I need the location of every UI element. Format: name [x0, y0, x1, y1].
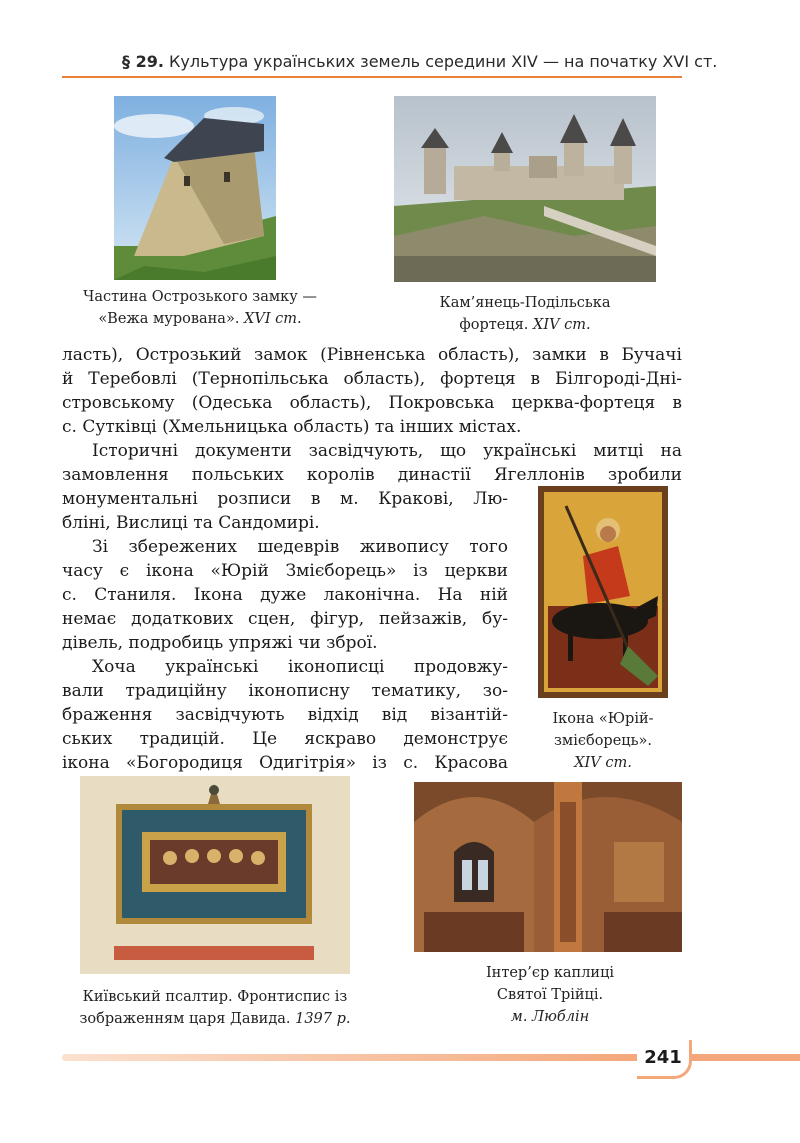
- footer-divider: [62, 1054, 642, 1061]
- paragraph-line: бліні, Вислиці та Сандомирі.: [62, 513, 320, 533]
- psalter-caption-text: зображенням царя Давида.: [79, 1011, 296, 1027]
- chapel-caption-line3: [440, 1006, 660, 1028]
- paragraph-line: стровському (Одеська область), Покровська церква-фортеця в: [62, 393, 682, 413]
- ostroh-castle-photo: [114, 96, 276, 280]
- psalter-caption-date: 1397 р.: [295, 1011, 351, 1027]
- paragraph-line: с. Станиля. Ікона дуже лаконічна. На ній: [62, 585, 508, 605]
- paragraph-line: дівель, подробиць упряжі чи зброї.: [62, 633, 378, 653]
- kamianets-caption-date: XIV ст.: [533, 317, 591, 333]
- footer-divider-right: [686, 1054, 800, 1061]
- icon-yuri-caption-line3: [528, 752, 678, 774]
- paragraph-line: с. Сутківці (Хмельницька область) та інших містах.: [62, 417, 522, 437]
- paragraph-line: ських традицій. Це яскраво демонструє: [62, 729, 508, 749]
- ostroh-caption-line2: [60, 308, 340, 330]
- chapel-caption-line2: Святої Трійці.: [496, 987, 604, 1003]
- kamianets-caption-text: фортеця.: [459, 317, 534, 333]
- holy-trinity-chapel-photo: [414, 782, 682, 952]
- paragraph-line: замовлення польських королів династії Ягеллонів зробили: [62, 465, 682, 485]
- chapel-caption-line1: Інтер’єр каплиці: [485, 965, 615, 981]
- icon-yuri-caption-line2: змієборець».: [554, 733, 652, 749]
- paragraph-line: Хоча українські іконописці продовжу-: [92, 657, 508, 677]
- paragraph-line: Історичні документи засвідчують, що українські митці на: [92, 441, 682, 461]
- chapel-caption: [440, 962, 660, 1028]
- paragraph-line: ікона «Богородиця Одигітрія» із с. Красова: [62, 753, 508, 773]
- psalter-caption-line1: Київський псалтир. Фронтиспис із: [82, 989, 348, 1005]
- chapel-caption-place: м. Люблін: [510, 1009, 590, 1025]
- icon-yuri-caption-line1: Ікона «Юрій-: [552, 711, 654, 727]
- psalter-caption: [60, 986, 370, 1030]
- section-number: § 29.: [122, 52, 164, 71]
- paragraph-line: часу є ікона «Юрій Змієборець» із церкви: [62, 561, 508, 581]
- paragraph-line: вали традиційну іконописну тематику, зо-: [62, 681, 508, 701]
- ostroh-caption-text: «Вежа мурована».: [98, 311, 245, 327]
- icon-yuri-zmieborets-image: [538, 486, 668, 698]
- running-header: [122, 52, 718, 71]
- kamianets-fortress-photo: [394, 96, 656, 282]
- icon-yuri-caption-date: XIV ст.: [574, 755, 632, 771]
- header-divider: [62, 76, 682, 78]
- paragraph-line: ласть), Острозький замок (Рівненська область), замки в Бучачі: [62, 345, 682, 365]
- psalter-caption-line2: [60, 1008, 370, 1030]
- paragraph-line: немає додаткових сцен, фігур, пейзажів, бу-: [62, 609, 508, 629]
- icon-yuri-caption: [528, 708, 678, 774]
- kyiv-psalter-image: [80, 776, 350, 974]
- ostroh-caption-date: XVI ст.: [244, 311, 302, 327]
- paragraph-line: Зі збережених шедеврів живопису того: [92, 537, 508, 557]
- ostroh-caption-line1: Частина Острозького замку —: [83, 289, 317, 305]
- ostroh-caption: [60, 286, 340, 330]
- kamianets-caption: [400, 292, 650, 336]
- kamianets-caption-line1: Кам’янець-Подільська: [439, 295, 611, 311]
- paragraph-line: монументальні розписи в м. Кракові, Лю-: [62, 489, 508, 509]
- page-number: 241: [637, 1040, 692, 1079]
- kamianets-caption-line2: [400, 314, 650, 336]
- section-title: Культура українських земель середини XIV — на початку XVI ст.: [169, 52, 718, 71]
- paragraph-line: й Теребовлі (Тернопільська область), фортеця в Білгороді-Дні-: [62, 369, 682, 389]
- paragraph-line: браження засвідчують відхід від візантій-: [62, 705, 508, 725]
